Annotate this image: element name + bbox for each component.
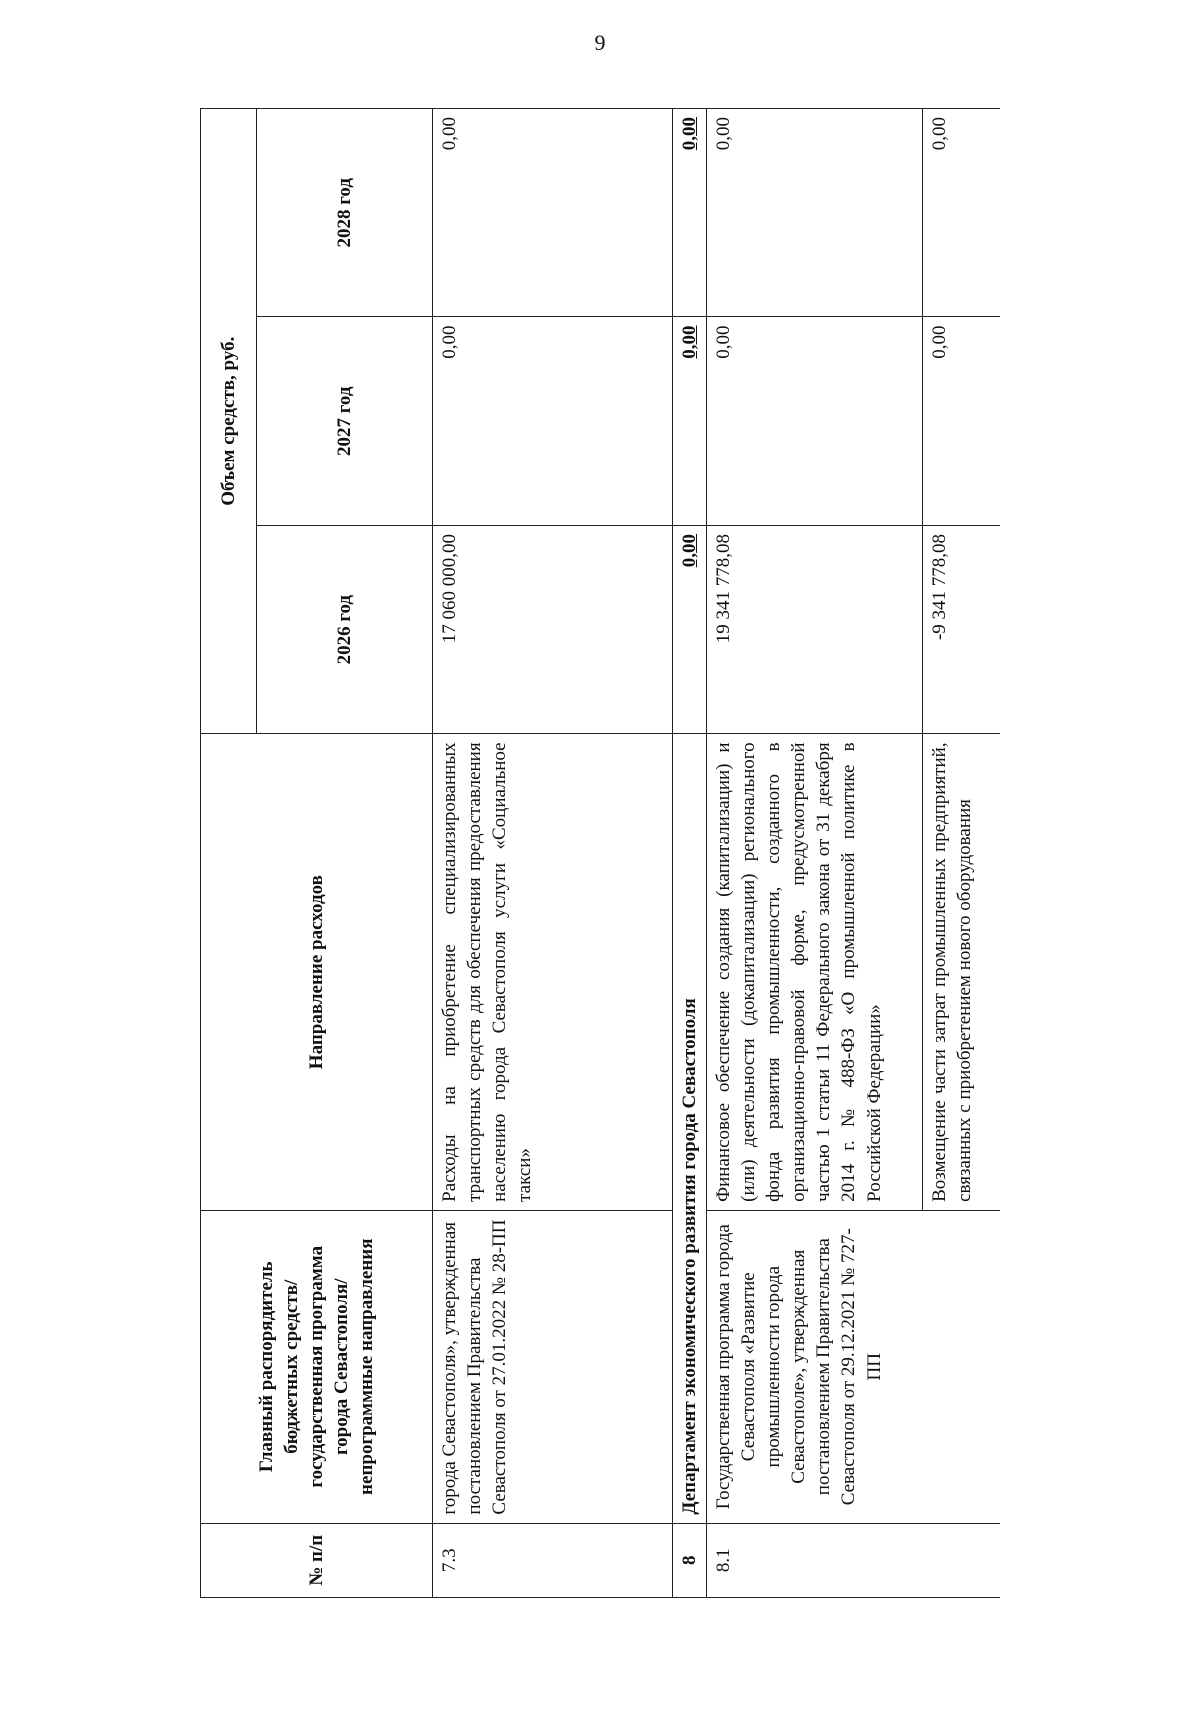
row-2028: 0,00 — [923, 109, 1000, 318]
header-2027: 2027 год — [257, 317, 433, 525]
table-row — [433, 109, 673, 1598]
section-num: 8 — [673, 1523, 707, 1597]
section-title: Департамент экономического развития города Севастополя — [673, 734, 707, 1523]
row-2028: 0,00 — [707, 109, 923, 318]
row-direction: Расходы на приобретение специализированных транспортных средств для обеспечения предоставления населению города Севастополя услуги «Социальное такси» — [433, 734, 673, 1210]
row-2026: 17 060 000,00 — [433, 525, 673, 733]
row-2028: 0,00 — [433, 109, 673, 318]
row-program: Государственная программа города Севастополя «Развитие промышленности города Севастополе», утвержденная постановлением Правительства Севастополя от 29.12.2021 № 727-ПП — [707, 1210, 1000, 1523]
row-2027: 0,00 — [707, 317, 923, 525]
section-2026: 0,00 — [673, 525, 707, 733]
header-row-1 — [201, 109, 257, 1598]
section-2028: 0,00 — [673, 109, 707, 318]
header-2028: 2028 год — [257, 109, 433, 318]
row-num: 7.3 — [433, 1523, 673, 1597]
table-frame — [200, 108, 1000, 1598]
table-row — [707, 109, 923, 1598]
budget-table — [200, 108, 1000, 1598]
row-direction: Финансовое обеспечение создания (капитализации) и (или) деятельности (докапитализации) регионального фонда развития промышленности, созданного в организационно-правовой форме, предусмотренной частью 1 статьи 11 Федерального закона от 31 декабря 2014 г. № 488-ФЗ «О промышленной политике в Российской Федерации» — [707, 734, 923, 1210]
row-2027: 0,00 — [433, 317, 673, 525]
row-2026: -9 341 778,08 — [923, 525, 1000, 733]
row-2027: 0,00 — [923, 317, 1000, 525]
row-program: города Севастополя», утвержденная постановлением Правительства Севастополя от 27.01.2022 № 28-ПП — [433, 1210, 673, 1523]
row-2026: 19 341 778,08 — [707, 525, 923, 733]
header-2026: 2026 год — [257, 525, 433, 733]
header-direction: Направление расходов — [201, 734, 433, 1210]
section-row — [673, 109, 707, 1598]
rotated-table-container — [200, 108, 1000, 1598]
header-volume: Объем средств, руб. — [201, 109, 257, 734]
row-direction: Возмещение части затрат промышленных предприятий, связанных с приобретением нового оборудования — [923, 734, 1000, 1210]
section-2027: 0,00 — [673, 317, 707, 525]
header-num: № п/п — [201, 1523, 433, 1597]
page-number: 9 — [594, 30, 606, 55]
row-num: 8.1 — [707, 1523, 1000, 1597]
header-program: Главный распорядитель бюджетных средств/государственная программа города Севастополя/непрограммные направления — [201, 1210, 433, 1523]
